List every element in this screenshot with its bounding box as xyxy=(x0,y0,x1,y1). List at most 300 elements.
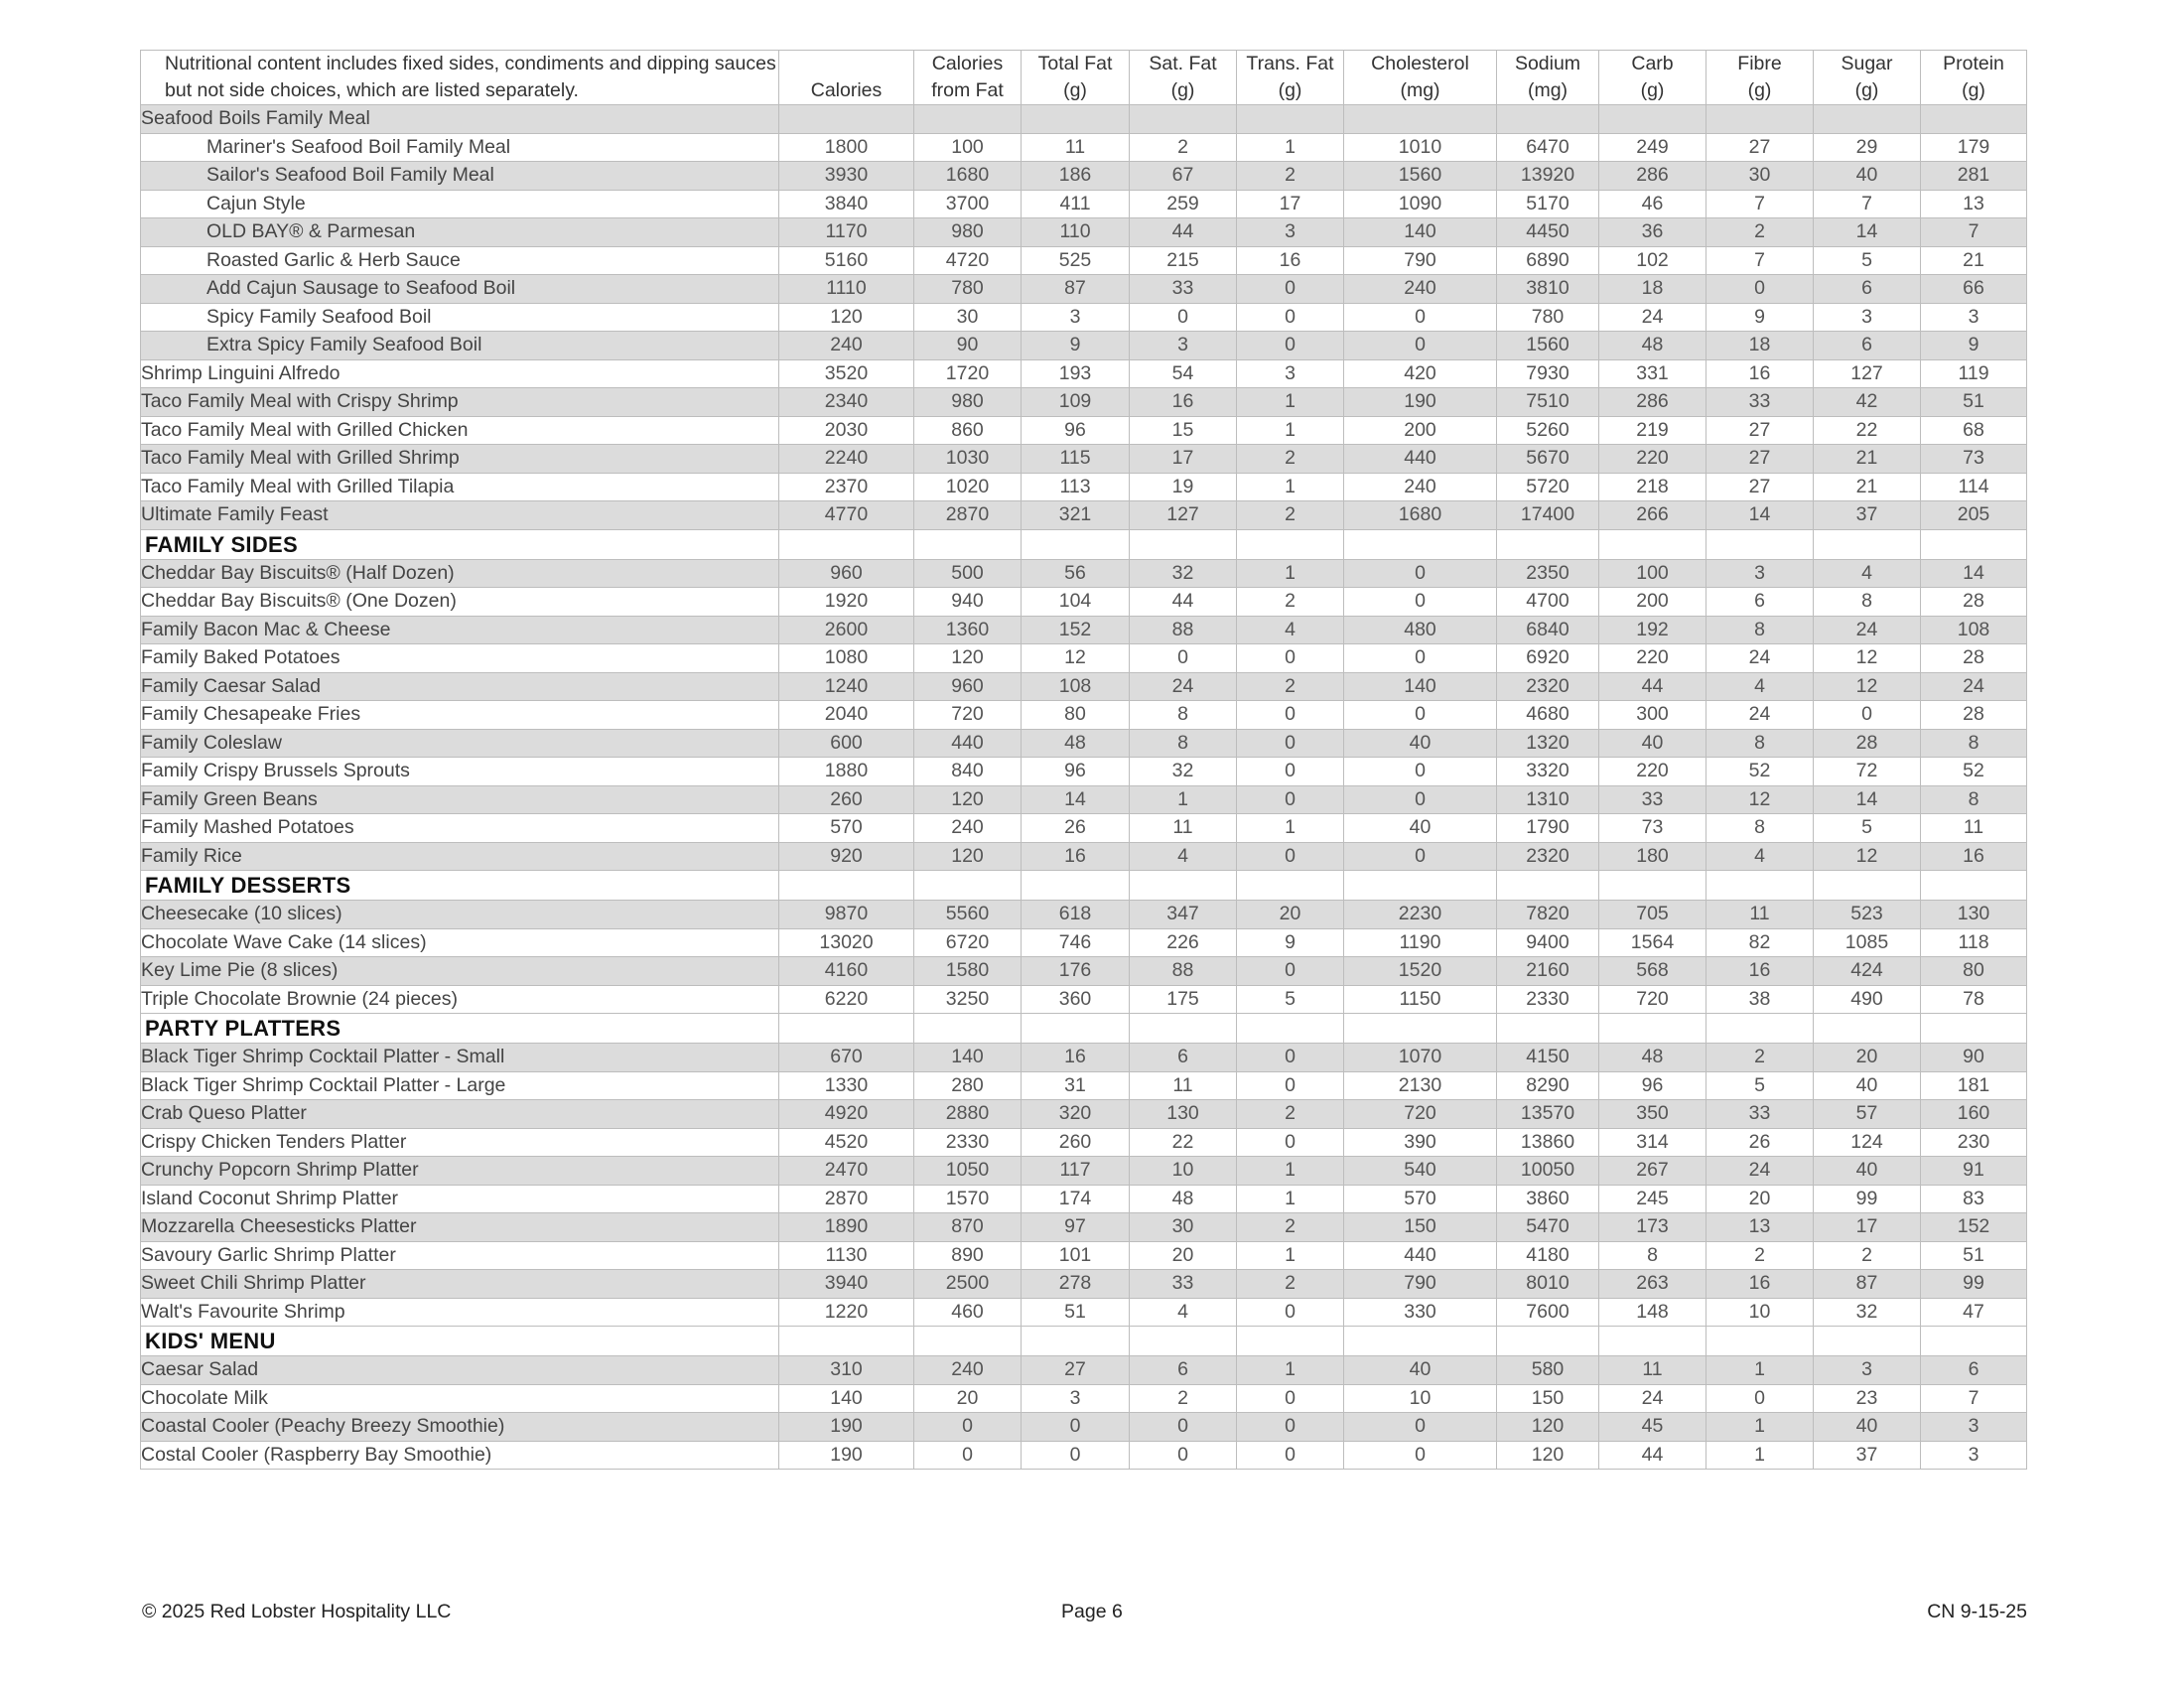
value-cell: 96 xyxy=(1599,1071,1706,1100)
value-cell: 4520 xyxy=(779,1128,914,1157)
value-cell: 33 xyxy=(1599,785,1706,814)
table-row xyxy=(141,928,2027,957)
empty-cell xyxy=(914,1014,1022,1044)
item-name: Crunchy Popcorn Shrimp Platter xyxy=(141,1157,779,1186)
value-cell: 113 xyxy=(1022,473,1130,501)
value-cell xyxy=(1022,105,1130,134)
value-cell: 2030 xyxy=(779,416,914,445)
value-cell: 1880 xyxy=(779,758,914,786)
value-cell: 0 xyxy=(1344,842,1497,871)
value-cell: 0 xyxy=(914,1441,1022,1470)
value-cell: 40 xyxy=(1814,162,1921,191)
table-row xyxy=(141,616,2027,644)
table-row xyxy=(141,1241,2027,1270)
value-cell: 152 xyxy=(1921,1213,2027,1242)
item-name: OLD BAY® & Parmesan xyxy=(141,218,779,247)
value-cell: 2160 xyxy=(1497,957,1599,986)
value-cell: 8 xyxy=(1130,729,1237,758)
value-cell: 33 xyxy=(1706,1100,1814,1129)
value-cell: 27 xyxy=(1706,416,1814,445)
value-cell: 180 xyxy=(1599,842,1706,871)
value-cell: 790 xyxy=(1344,246,1497,275)
item-name: Family Chesapeake Fries xyxy=(141,701,779,730)
value-cell: 490 xyxy=(1814,985,1921,1014)
item-name: Taco Family Meal with Grilled Shrimp xyxy=(141,445,779,474)
item-name: Costal Cooler (Raspberry Bay Smoothie) xyxy=(141,1441,779,1470)
item-name: Key Lime Pie (8 slices) xyxy=(141,957,779,986)
value-cell xyxy=(1237,105,1344,134)
column-header-line: Calories xyxy=(810,79,883,101)
value-cell: 6 xyxy=(1814,275,1921,304)
value-cell: 7820 xyxy=(1497,901,1599,929)
value-cell: 5 xyxy=(1814,246,1921,275)
value-cell: 3 xyxy=(1921,1413,2027,1442)
value-cell: 523 xyxy=(1814,901,1921,929)
table-row xyxy=(141,359,2027,388)
table-row xyxy=(141,957,2027,986)
value-cell: 1090 xyxy=(1344,190,1497,218)
value-cell: 1 xyxy=(1130,785,1237,814)
value-cell: 16 xyxy=(1706,957,1814,986)
value-cell: 52 xyxy=(1921,758,2027,786)
item-name: Family Green Beans xyxy=(141,785,779,814)
value-cell: 0 xyxy=(1344,303,1497,332)
value-cell: 540 xyxy=(1344,1157,1497,1186)
value-cell: 1 xyxy=(1237,814,1344,843)
item-name: Family Crispy Brussels Sprouts xyxy=(141,758,779,786)
value-cell: 1170 xyxy=(779,218,914,247)
value-cell: 6 xyxy=(1706,588,1814,617)
table-row xyxy=(141,1128,2027,1157)
value-cell: 175 xyxy=(1130,985,1237,1014)
value-cell: 3860 xyxy=(1497,1185,1599,1213)
section-title: PARTY PLATTERS xyxy=(141,1014,779,1044)
value-cell: 5260 xyxy=(1497,416,1599,445)
table-row xyxy=(141,901,2027,929)
column-header xyxy=(1706,51,1814,105)
value-cell: 48 xyxy=(1599,1044,1706,1072)
value-cell: 82 xyxy=(1706,928,1814,957)
value-cell: 1130 xyxy=(779,1241,914,1270)
value-cell: 51 xyxy=(1022,1298,1130,1327)
item-name: Cheddar Bay Biscuits® (Half Dozen) xyxy=(141,559,779,588)
value-cell: 2 xyxy=(1237,1270,1344,1299)
value-cell: 1 xyxy=(1237,1157,1344,1186)
empty-cell xyxy=(1814,1327,1921,1356)
empty-cell xyxy=(1599,529,1706,559)
value-cell: 3930 xyxy=(779,162,914,191)
empty-cell xyxy=(1706,529,1814,559)
value-cell: 88 xyxy=(1130,957,1237,986)
value-cell: 2320 xyxy=(1497,672,1599,701)
value-cell: 4 xyxy=(1130,1298,1237,1327)
value-cell: 0 xyxy=(1706,1384,1814,1413)
item-name: Black Tiger Shrimp Cocktail Platter - Large xyxy=(141,1071,779,1100)
value-cell: 118 xyxy=(1921,928,2027,957)
value-cell: 36 xyxy=(1599,218,1706,247)
value-cell: 20 xyxy=(1237,901,1344,929)
value-cell xyxy=(779,105,914,134)
value-cell: 9400 xyxy=(1497,928,1599,957)
value-cell: 10 xyxy=(1344,1384,1497,1413)
value-cell: 1580 xyxy=(914,957,1022,986)
value-cell: 37 xyxy=(1814,1441,1921,1470)
value-cell: 14 xyxy=(1706,501,1814,530)
value-cell: 0 xyxy=(1022,1441,1130,1470)
value-cell: 66 xyxy=(1921,275,2027,304)
item-name: Family Rice xyxy=(141,842,779,871)
value-cell: 780 xyxy=(1497,303,1599,332)
value-cell: 790 xyxy=(1344,1270,1497,1299)
value-cell: 4920 xyxy=(779,1100,914,1129)
value-cell: 10 xyxy=(1130,1157,1237,1186)
value-cell: 40 xyxy=(1344,1356,1497,1385)
value-cell: 27 xyxy=(1022,1356,1130,1385)
value-cell: 27 xyxy=(1706,473,1814,501)
value-cell: 310 xyxy=(779,1356,914,1385)
value-cell: 1920 xyxy=(779,588,914,617)
value-cell: 2240 xyxy=(779,445,914,474)
value-cell: 267 xyxy=(1599,1157,1706,1186)
value-cell: 24 xyxy=(1706,644,1814,673)
table-row xyxy=(141,1356,2027,1385)
value-cell: 3840 xyxy=(779,190,914,218)
empty-cell xyxy=(1237,1327,1344,1356)
value-cell: 13 xyxy=(1706,1213,1814,1242)
value-cell: 720 xyxy=(1599,985,1706,1014)
value-cell: 110 xyxy=(1022,218,1130,247)
value-cell: 2330 xyxy=(1497,985,1599,1014)
empty-cell xyxy=(1706,1327,1814,1356)
value-cell: 1 xyxy=(1237,1356,1344,1385)
item-name: Extra Spicy Family Seafood Boil xyxy=(141,332,779,360)
item-name: Taco Family Meal with Grilled Tilapia xyxy=(141,473,779,501)
value-cell: 16 xyxy=(1130,388,1237,417)
table-row xyxy=(141,246,2027,275)
value-cell: 2040 xyxy=(779,701,914,730)
footer-copyright: © 2025 Red Lobster Hospitality LLC xyxy=(142,1601,452,1622)
value-cell: 101 xyxy=(1022,1241,1130,1270)
empty-cell xyxy=(1237,529,1344,559)
value-cell: 13920 xyxy=(1497,162,1599,191)
value-cell: 2 xyxy=(1237,1213,1344,1242)
value-cell: 1320 xyxy=(1497,729,1599,758)
value-cell: 226 xyxy=(1130,928,1237,957)
value-cell: 286 xyxy=(1599,388,1706,417)
value-cell: 0 xyxy=(1344,644,1497,673)
empty-cell xyxy=(1022,1327,1130,1356)
value-cell: 4160 xyxy=(779,957,914,986)
column-header-line: (g) xyxy=(1278,79,1302,101)
value-cell: 17 xyxy=(1237,190,1344,218)
value-cell: 30 xyxy=(1130,1213,1237,1242)
value-cell: 0 xyxy=(1130,1441,1237,1470)
value-cell: 1020 xyxy=(914,473,1022,501)
empty-cell xyxy=(1237,1014,1344,1044)
column-header-line: Carb xyxy=(1631,53,1674,74)
value-cell: 1110 xyxy=(779,275,914,304)
value-cell: 96 xyxy=(1022,416,1130,445)
value-cell: 83 xyxy=(1921,1185,2027,1213)
empty-cell xyxy=(779,871,914,901)
value-cell: 1 xyxy=(1237,473,1344,501)
value-cell: 99 xyxy=(1814,1185,1921,1213)
value-cell: 20 xyxy=(1706,1185,1814,1213)
value-cell: 18 xyxy=(1599,275,1706,304)
value-cell: 23 xyxy=(1814,1384,1921,1413)
item-name: Sailor's Seafood Boil Family Meal xyxy=(141,162,779,191)
table-row xyxy=(141,729,2027,758)
value-cell: 80 xyxy=(1921,957,2027,986)
column-header-line: (g) xyxy=(1640,79,1665,101)
value-cell: 2500 xyxy=(914,1270,1022,1299)
value-cell: 21 xyxy=(1921,246,2027,275)
value-cell: 0 xyxy=(1130,303,1237,332)
column-header-line: (g) xyxy=(1170,79,1195,101)
value-cell: 24 xyxy=(1706,701,1814,730)
table-row xyxy=(141,785,2027,814)
table-row xyxy=(141,758,2027,786)
value-cell: 3320 xyxy=(1497,758,1599,786)
value-cell: 19 xyxy=(1130,473,1237,501)
value-cell: 2600 xyxy=(779,616,914,644)
value-cell: 28 xyxy=(1921,588,2027,617)
table-row xyxy=(141,588,2027,617)
value-cell xyxy=(1599,105,1706,134)
value-cell: 220 xyxy=(1599,758,1706,786)
value-cell: 1890 xyxy=(779,1213,914,1242)
value-cell: 7600 xyxy=(1497,1298,1599,1327)
value-cell: 8 xyxy=(1706,616,1814,644)
value-cell: 2370 xyxy=(779,473,914,501)
value-cell: 720 xyxy=(1344,1100,1497,1129)
value-cell: 1070 xyxy=(1344,1044,1497,1072)
item-name: Family Coleslaw xyxy=(141,729,779,758)
value-cell: 32 xyxy=(1814,1298,1921,1327)
empty-cell xyxy=(1497,1327,1599,1356)
column-header-line: from Fat xyxy=(931,79,1004,101)
value-cell: 321 xyxy=(1022,501,1130,530)
value-cell: 440 xyxy=(1344,445,1497,474)
value-cell: 347 xyxy=(1130,901,1237,929)
empty-cell xyxy=(1344,1327,1497,1356)
value-cell: 2230 xyxy=(1344,901,1497,929)
table-row xyxy=(141,416,2027,445)
value-cell: 840 xyxy=(914,758,1022,786)
value-cell: 91 xyxy=(1921,1157,2027,1186)
value-cell: 2 xyxy=(1130,133,1237,162)
value-cell: 120 xyxy=(779,303,914,332)
empty-cell xyxy=(1921,871,2027,901)
value-cell: 1050 xyxy=(914,1157,1022,1186)
item-name: Chocolate Wave Cake (14 slices) xyxy=(141,928,779,957)
value-cell: 9 xyxy=(1022,332,1130,360)
value-cell xyxy=(1344,105,1497,134)
empty-cell xyxy=(1344,1014,1497,1044)
value-cell: 260 xyxy=(779,785,914,814)
value-cell: 1520 xyxy=(1344,957,1497,986)
value-cell: 0 xyxy=(1344,559,1497,588)
value-cell: 2350 xyxy=(1497,559,1599,588)
item-name: Caesar Salad xyxy=(141,1356,779,1385)
value-cell: 2 xyxy=(1706,218,1814,247)
value-cell: 2 xyxy=(1237,445,1344,474)
value-cell: 14 xyxy=(1814,785,1921,814)
value-cell: 16 xyxy=(1022,842,1130,871)
value-cell: 0 xyxy=(1814,701,1921,730)
value-cell: 150 xyxy=(1497,1384,1599,1413)
item-name: Taco Family Meal with Crispy Shrimp xyxy=(141,388,779,417)
value-cell: 580 xyxy=(1497,1356,1599,1385)
empty-cell xyxy=(914,871,1022,901)
item-name: Family Caesar Salad xyxy=(141,672,779,701)
empty-cell xyxy=(1022,871,1130,901)
value-cell: 119 xyxy=(1921,359,2027,388)
empty-cell xyxy=(1130,1327,1237,1356)
nutrition-table xyxy=(140,50,2027,1470)
item-name: Walt's Favourite Shrimp xyxy=(141,1298,779,1327)
value-cell: 0 xyxy=(1237,842,1344,871)
item-name: Family Baked Potatoes xyxy=(141,644,779,673)
value-cell: 9 xyxy=(1921,332,2027,360)
value-cell: 127 xyxy=(1130,501,1237,530)
value-cell: 8 xyxy=(1706,814,1814,843)
column-header-line: (g) xyxy=(1854,79,1879,101)
column-header xyxy=(1022,51,1130,105)
value-cell: 4150 xyxy=(1497,1044,1599,1072)
value-cell: 21 xyxy=(1814,445,1921,474)
value-cell: 120 xyxy=(914,842,1022,871)
table-row xyxy=(141,672,2027,701)
empty-cell xyxy=(1921,1327,2027,1356)
value-cell: 746 xyxy=(1022,928,1130,957)
value-cell: 7 xyxy=(1706,190,1814,218)
value-cell: 56 xyxy=(1022,559,1130,588)
value-cell: 1 xyxy=(1706,1441,1814,1470)
item-name: Cheddar Bay Biscuits® (One Dozen) xyxy=(141,588,779,617)
footer-document-code: CN 9-15-25 xyxy=(1927,1601,2027,1622)
value-cell: 920 xyxy=(779,842,914,871)
value-cell: 15 xyxy=(1130,416,1237,445)
item-name: Roasted Garlic & Herb Sauce xyxy=(141,246,779,275)
item-name: Taco Family Meal with Grilled Chicken xyxy=(141,416,779,445)
value-cell: 87 xyxy=(1022,275,1130,304)
value-cell: 440 xyxy=(914,729,1022,758)
table-row xyxy=(141,1044,2027,1072)
value-cell: 14 xyxy=(1022,785,1130,814)
value-cell: 249 xyxy=(1599,133,1706,162)
value-cell: 18 xyxy=(1706,332,1814,360)
value-cell: 200 xyxy=(1599,588,1706,617)
value-cell: 980 xyxy=(914,218,1022,247)
column-header xyxy=(1237,51,1344,105)
table-row xyxy=(141,1100,2027,1129)
column-header-line: Fibre xyxy=(1737,53,1782,74)
table-row xyxy=(141,842,2027,871)
table-row xyxy=(141,445,2027,474)
value-cell: 720 xyxy=(914,701,1022,730)
value-cell: 568 xyxy=(1599,957,1706,986)
value-cell: 11 xyxy=(1130,814,1237,843)
value-cell: 6 xyxy=(1921,1356,2027,1385)
section-row xyxy=(141,1014,2027,1044)
section-title: KIDS' MENU xyxy=(141,1327,779,1356)
value-cell: 980 xyxy=(914,388,1022,417)
value-cell: 5170 xyxy=(1497,190,1599,218)
table-row xyxy=(141,701,2027,730)
value-cell: 11 xyxy=(1130,1071,1237,1100)
value-cell: 73 xyxy=(1921,445,2027,474)
column-header-line: Sat. Fat xyxy=(1149,53,1217,74)
value-cell: 3 xyxy=(1022,303,1130,332)
value-cell: 0 xyxy=(1237,1384,1344,1413)
value-cell: 1 xyxy=(1237,388,1344,417)
value-cell: 3 xyxy=(1921,303,2027,332)
value-cell: 29 xyxy=(1814,133,1921,162)
value-cell: 24 xyxy=(1706,1157,1814,1186)
value-cell: 99 xyxy=(1921,1270,2027,1299)
value-cell: 68 xyxy=(1921,416,2027,445)
value-cell: 21 xyxy=(1814,473,1921,501)
value-cell: 0 xyxy=(1344,1441,1497,1470)
value-cell: 2470 xyxy=(779,1157,914,1186)
table-body xyxy=(141,105,2027,1470)
value-cell: 0 xyxy=(1237,1298,1344,1327)
value-cell: 240 xyxy=(914,814,1022,843)
section-row xyxy=(141,1327,2027,1356)
value-cell: 331 xyxy=(1599,359,1706,388)
value-cell: 411 xyxy=(1022,190,1130,218)
value-cell: 3520 xyxy=(779,359,914,388)
value-cell xyxy=(1497,105,1599,134)
value-cell: 0 xyxy=(1237,1413,1344,1442)
empty-cell xyxy=(1344,529,1497,559)
value-cell: 100 xyxy=(914,133,1022,162)
value-cell: 6920 xyxy=(1497,644,1599,673)
value-cell: 5 xyxy=(1237,985,1344,1014)
value-cell: 45 xyxy=(1599,1413,1706,1442)
value-cell: 24 xyxy=(1130,672,1237,701)
value-cell: 0 xyxy=(1022,1413,1130,1442)
item-name: Black Tiger Shrimp Cocktail Platter - Small xyxy=(141,1044,779,1072)
value-cell: 40 xyxy=(1814,1071,1921,1100)
item-name: Savoury Garlic Shrimp Platter xyxy=(141,1241,779,1270)
column-header xyxy=(1344,51,1497,105)
value-cell: 1240 xyxy=(779,672,914,701)
value-cell: 3810 xyxy=(1497,275,1599,304)
value-cell: 16 xyxy=(1237,246,1344,275)
column-header xyxy=(1814,51,1921,105)
value-cell: 73 xyxy=(1599,814,1706,843)
value-cell xyxy=(1921,105,2027,134)
table-row xyxy=(141,388,2027,417)
value-cell: 8 xyxy=(1921,729,2027,758)
value-cell: 28 xyxy=(1921,644,2027,673)
value-cell: 120 xyxy=(914,644,1022,673)
value-cell: 1720 xyxy=(914,359,1022,388)
column-header-line: Calories xyxy=(931,53,1004,74)
value-cell: 5670 xyxy=(1497,445,1599,474)
value-cell: 960 xyxy=(779,559,914,588)
value-cell: 4 xyxy=(1237,616,1344,644)
section-title: FAMILY SIDES xyxy=(141,529,779,559)
value-cell: 7 xyxy=(1814,190,1921,218)
column-header xyxy=(1130,51,1237,105)
column-header-line: Sodium xyxy=(1514,53,1581,74)
value-cell: 5160 xyxy=(779,246,914,275)
empty-cell xyxy=(1022,529,1130,559)
value-cell: 390 xyxy=(1344,1128,1497,1157)
